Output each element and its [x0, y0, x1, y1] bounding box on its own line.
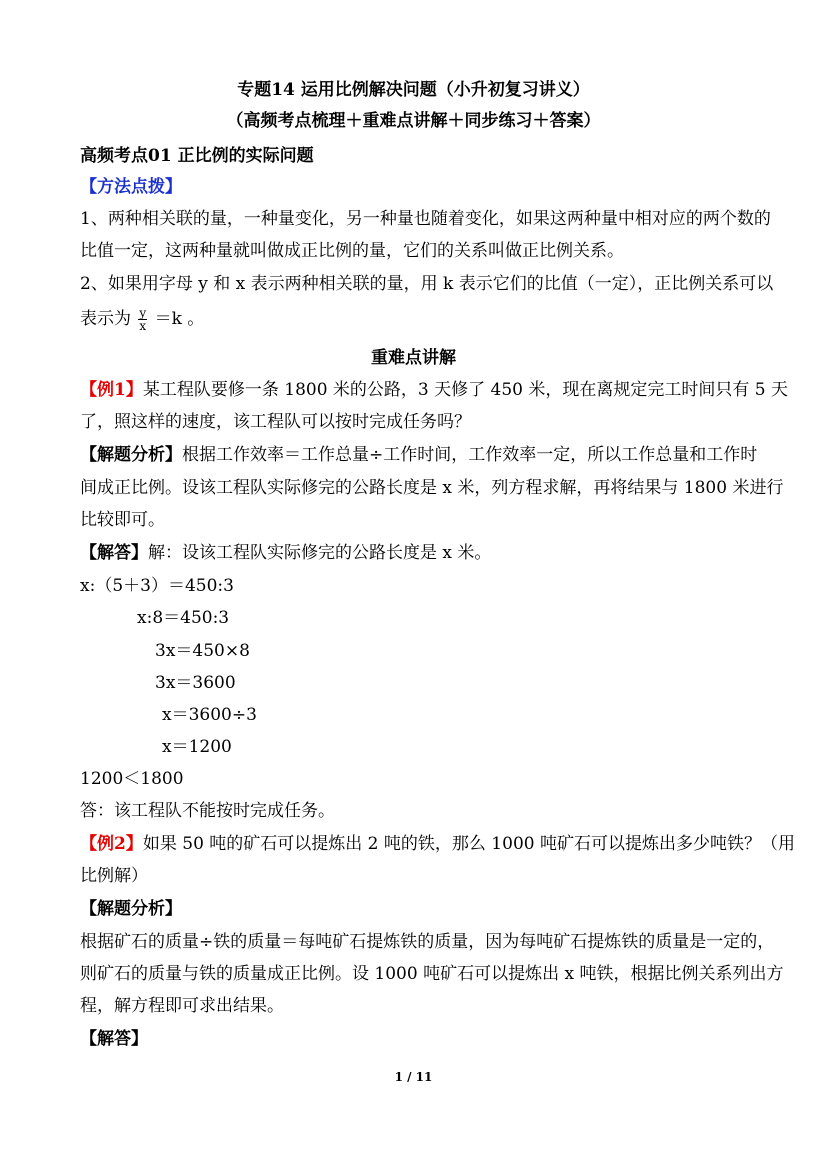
example-1-analysis-tag: 【解题分析】: [80, 445, 182, 465]
example-1-analysis-line-1: [80, 443, 757, 467]
example-2-answer-tag: 【解答】: [80, 1029, 148, 1049]
example-2-question-line-1: [80, 832, 795, 856]
example-1-answer-intro: [80, 541, 491, 565]
method-paragraph-1-line-2: 比值一定，这两种量就叫做成正比例的量，它们的关系叫做正比例关系。: [80, 241, 624, 261]
example-2-question-line-2: 比例解）: [80, 866, 148, 886]
example-2-analysis-line-2: 则矿石的质量与铁的质量成正比例。设 1000 吨矿石可以提炼出 x 吨铁，根据比例关系列出方: [80, 964, 784, 984]
example-1-analysis-line-3: 比较即可。: [80, 510, 165, 530]
solution-step: x:（5＋3）＝450:3: [80, 576, 234, 596]
example-1-analysis-text: 根据工作效率＝工作总量÷工作时间，工作效率一定，所以工作总量和工作时: [182, 445, 758, 465]
solution-step: 3x＝3600: [155, 673, 236, 693]
solution-step: x＝3600÷3: [162, 705, 257, 725]
example-1-answer-text: 解：设该工程队实际修完的公路长度是 x 米。: [148, 543, 492, 563]
document-subtitle: （高频考点梳理＋重难点讲解＋同步练习＋答案）: [226, 111, 601, 131]
page-number: 1 / 11: [394, 1070, 433, 1084]
key-points-heading: 重难点讲解: [371, 348, 456, 368]
solution-step: x:8＝450:3: [137, 608, 230, 628]
section-heading-proportion: 高频考点01 正比例的实际问题: [80, 146, 314, 166]
example-2-analysis-line-1: 根据矿石的质量÷铁的质量＝每吨矿石提炼铁的质量，因为每吨矿石提炼铁的质量是一定的，: [80, 932, 775, 952]
fraction-denominator: x: [139, 319, 147, 333]
solution-step: 3x＝450×8: [155, 641, 250, 661]
example-1-answer-tag: 【解答】: [80, 543, 148, 563]
example-2-analysis-line-3: 程，解方程即可求出结果。: [80, 996, 284, 1016]
example-1-question-line-1: [80, 378, 788, 402]
example-2-question-text: 如果 50 吨的矿石可以提炼出 2 吨的铁，那么 1000 吨矿石可以提炼出多少吨铁？（用: [142, 834, 795, 854]
example-1-tag: 【例1】: [80, 380, 143, 400]
formula-suffix: ＝k 。: [154, 309, 205, 329]
example-1-comparison: 1200＜1800: [80, 769, 184, 789]
method-paragraph-2-line-2: [80, 307, 204, 332]
method-paragraph-2-line-1: 2、如果用字母 y 和 x 表示两种相关联的量，用 k 表示它们的比值（一定），正比例关系可以: [80, 274, 774, 294]
example-2-tag: 【例2】: [80, 834, 143, 854]
formula-fraction: [138, 307, 147, 332]
example-1-question-text: 某工程队要修一条 1800 米的公路，3 天修了 450 米，现在离规定完工时间只有 5 天: [142, 380, 789, 400]
method-paragraph-1-line-1: 1、两种相关联的量，一种量变化，另一种量也随着变化，如果这两种量中相对应的两个数的: [80, 209, 771, 229]
document-title: 专题14 运用比例解决问题（小升初复习讲义）: [237, 80, 590, 100]
method-tag: 【方法点拨】: [80, 177, 182, 197]
example-1-conclusion: 答：该工程队不能按时完成任务。: [80, 801, 335, 821]
fraction-numerator: y: [139, 306, 147, 320]
formula-prefix: 表示为: [80, 309, 131, 329]
example-1-question-line-2: 了，照这样的速度，该工程队可以按时完成任务吗？: [80, 412, 471, 432]
example-1-analysis-line-2: 间成正比例。设该工程队实际修完的公路长度是 x 米，列方程求解，再将结果与 1800 米进行: [80, 478, 784, 498]
example-2-analysis-tag: 【解题分析】: [80, 899, 182, 919]
solution-step: x＝1200: [162, 737, 232, 757]
